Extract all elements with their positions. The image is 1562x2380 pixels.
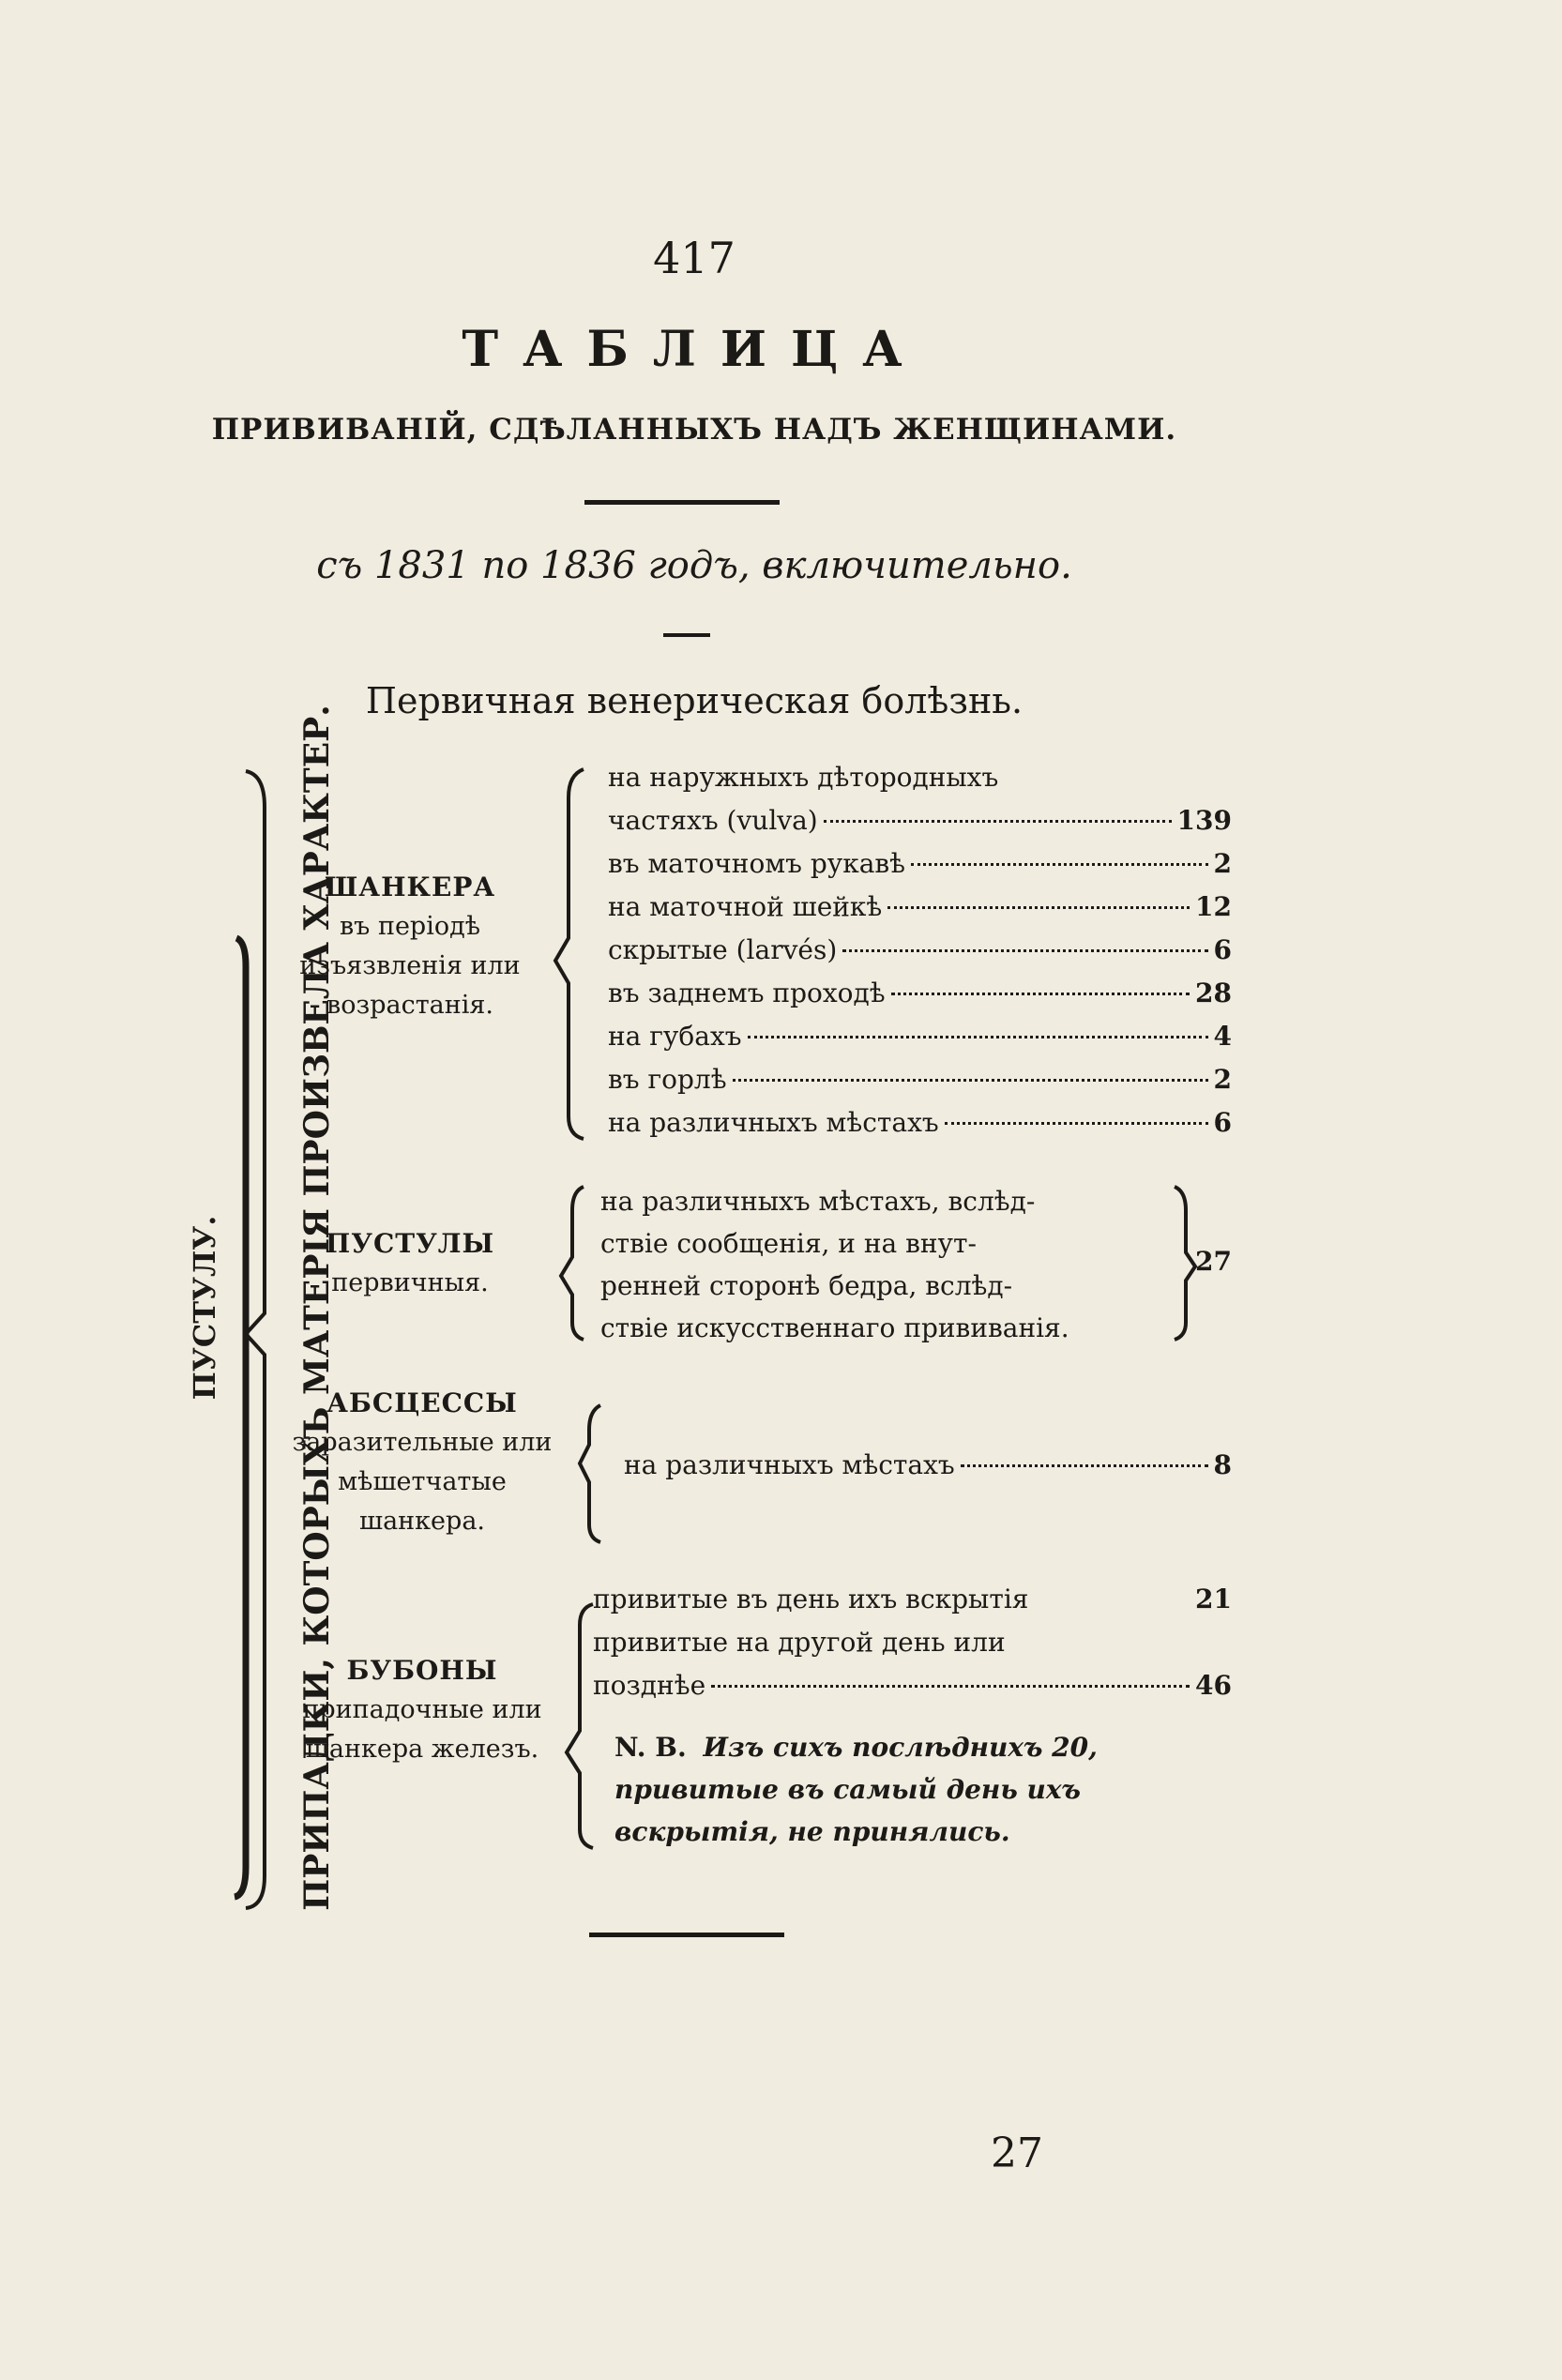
label-pustuly-title: ПУСТУЛЫ xyxy=(325,1228,495,1259)
label-bubony xyxy=(281,1651,563,1769)
note-line: вскрытія, не принялись. xyxy=(614,1816,1010,1847)
row-text: на различныхъ мѣстахъ xyxy=(624,1449,955,1480)
label-pustuly-text: первичныя. xyxy=(331,1268,489,1297)
note-line: привитые въ самый день ихъ xyxy=(614,1774,1081,1805)
label-shankera-title: ШАНКЕРА xyxy=(324,872,496,902)
inner-bracket xyxy=(235,938,246,1897)
leader-dots xyxy=(842,949,1207,952)
brace-bubony xyxy=(567,1604,593,1848)
row-value: 6 xyxy=(1213,934,1232,965)
row-text: привитые въ день ихъ вскрытія xyxy=(593,1584,1029,1614)
row-value: 6 xyxy=(1213,1107,1232,1138)
row-text: позднѣе xyxy=(593,1670,706,1701)
row-text: на маточной шейкѣ xyxy=(608,891,883,922)
section-heading: Первичная венерическая болѣзнь. xyxy=(365,680,1024,721)
row-value: 2 xyxy=(1213,848,1232,879)
leader-dots xyxy=(961,1464,1208,1467)
table-row xyxy=(624,1449,1232,1491)
label-bubony-title: БУБОНЫ xyxy=(346,1655,498,1686)
leader-dots xyxy=(911,863,1207,866)
row-text: частяхъ (vulva) xyxy=(608,805,818,836)
table-row xyxy=(608,891,1232,932)
page-subtitle: ПРИВИВАНІЙ, СДѢЛАННЫХЪ НАДЪ ЖЕНЩИНАМИ. xyxy=(211,413,1177,447)
table-row xyxy=(608,1064,1232,1105)
table-row xyxy=(608,978,1232,1019)
label-abscessy-text: заразительные или мѣшетчатые шанкера. xyxy=(292,1428,553,1536)
row-value: 21 xyxy=(1195,1584,1232,1614)
row-text: на губахъ xyxy=(608,1021,742,1052)
pustuly-value: 27 xyxy=(1195,1246,1232,1277)
rule-bottom xyxy=(589,1933,784,1937)
label-bubony-text: припадочные или шанкера железъ. xyxy=(302,1695,542,1764)
row-value: 8 xyxy=(1213,1449,1232,1480)
label-shankera xyxy=(265,868,554,1025)
signature-mark: 27 xyxy=(991,2130,1043,2177)
row-value: 46 xyxy=(1195,1670,1232,1701)
table-row xyxy=(593,1670,1232,1711)
page-title: ТАБЛИЦА xyxy=(462,321,927,378)
leader-dots xyxy=(824,820,1172,823)
label-pustuly xyxy=(265,1224,554,1303)
table-row xyxy=(608,1107,1232,1148)
table-row xyxy=(608,762,1232,803)
note-prefix: N. B. xyxy=(614,1732,687,1763)
row-text: въ горлѣ xyxy=(608,1064,727,1095)
leader-dots xyxy=(887,906,1190,909)
brace-pustuly-left xyxy=(561,1187,584,1340)
row-value: 2 xyxy=(1213,1064,1232,1095)
row-text: скрытые (larvés) xyxy=(608,934,838,965)
leader-dots xyxy=(733,1079,1208,1082)
leader-dots xyxy=(945,1122,1208,1125)
pustuly-description xyxy=(600,1180,1177,1349)
row-text: на наружныхъ дѣтородныхъ xyxy=(608,762,999,793)
brace-shanker xyxy=(555,769,584,1139)
table-row xyxy=(593,1627,1232,1668)
table-row xyxy=(608,805,1232,846)
leader-dots xyxy=(891,993,1190,995)
label-abscessy xyxy=(281,1384,563,1541)
brace-abscessy xyxy=(580,1405,600,1542)
row-value: 28 xyxy=(1195,978,1232,1008)
row-text: на различныхъ мѣстахъ xyxy=(608,1107,939,1138)
years-range: съ 1831 по 1836 годъ, включительно. xyxy=(316,544,1072,587)
brace-pustuly-right xyxy=(1175,1187,1195,1340)
row-text: въ маточномъ рукавѣ xyxy=(608,848,906,879)
table-row xyxy=(608,848,1232,889)
row-value: 12 xyxy=(1195,891,1232,922)
leader-dots xyxy=(748,1036,1208,1038)
table-row xyxy=(593,1584,1232,1625)
pustuly-line: ренней сторонѣ бедра, вслѣд- xyxy=(600,1270,1013,1301)
vertical-caption-main: ПРИПАДКИ, КОТОРЫХЪ МАТЕРІЯ ПРОИЗВЕЛА ХАРАКТЕР. xyxy=(297,705,337,1911)
row-value: 139 xyxy=(1176,805,1232,836)
label-shankera-text: въ періодѣ изъязвленія или возрастанія. xyxy=(299,912,521,1020)
label-abscessy-title: АБСЦЕССЫ xyxy=(326,1387,518,1418)
leader-dots xyxy=(711,1685,1190,1688)
note-line: Изъ сихъ послѣднихъ 20, xyxy=(703,1732,1098,1763)
table-row xyxy=(608,934,1232,976)
row-value: 4 xyxy=(1213,1021,1232,1052)
row-text: въ заднемъ проходѣ xyxy=(608,978,886,1008)
pustuly-line: ствіе искусственнаго прививанія. xyxy=(600,1312,1069,1343)
pustuly-line: на различныхъ мѣстахъ, вслѣд- xyxy=(600,1186,1036,1217)
bubony-note xyxy=(614,1726,1252,1853)
row-text: привитые на другой день или xyxy=(593,1627,1006,1658)
pustuly-line: ствіе сообщенія, и на внут- xyxy=(600,1228,977,1259)
page-number: 417 xyxy=(653,233,736,283)
vertical-caption-sub: ПУСТУЛУ. xyxy=(187,1215,222,1401)
table-row xyxy=(608,1021,1232,1062)
